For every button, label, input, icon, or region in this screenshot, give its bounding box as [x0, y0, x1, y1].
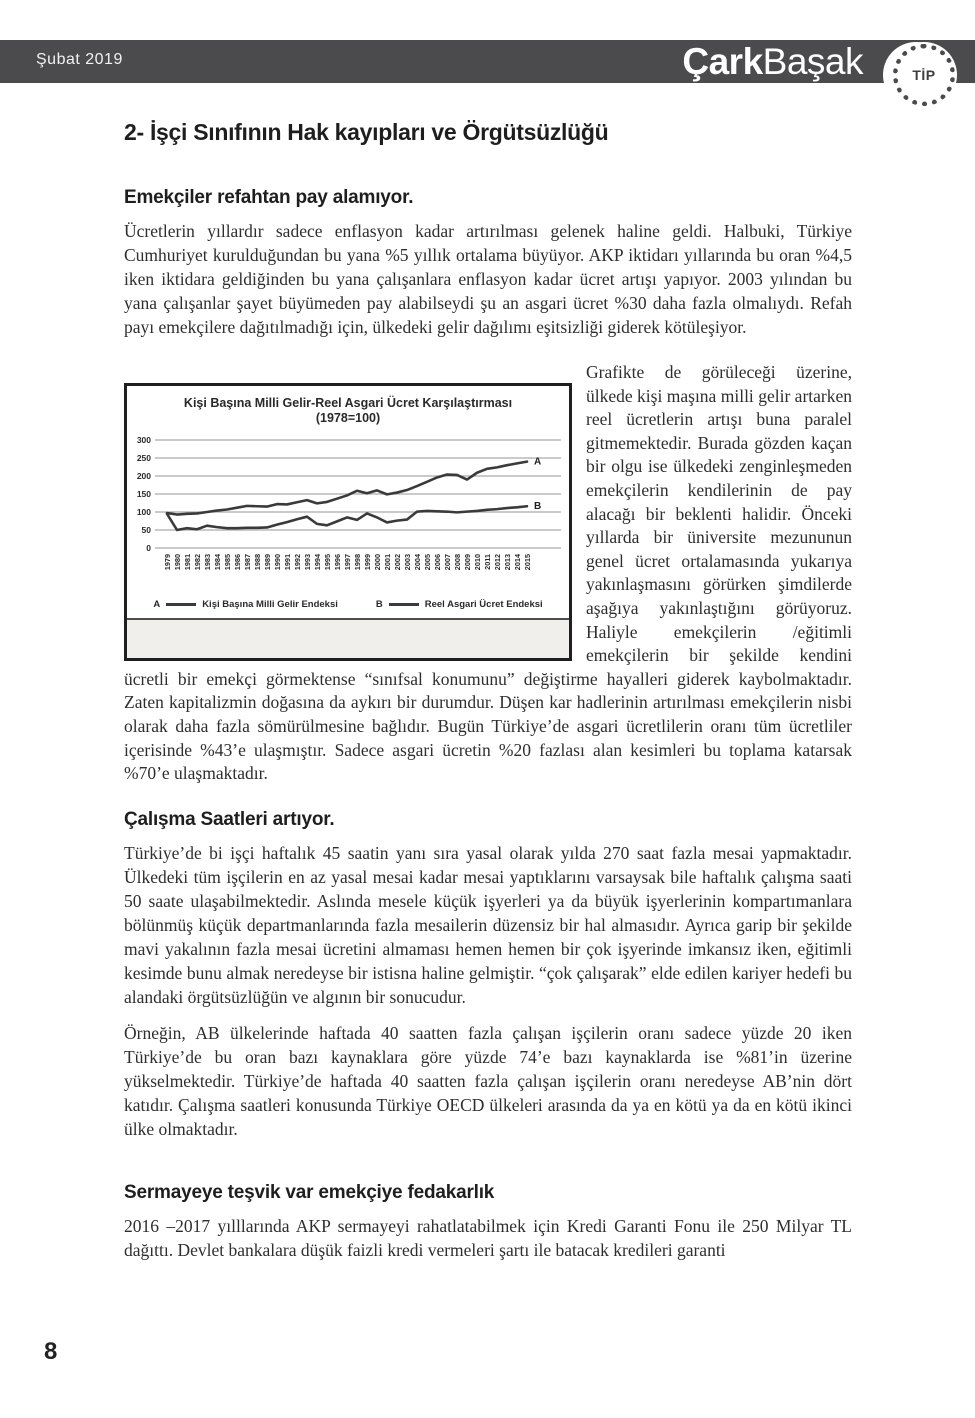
svg-text:150: 150: [136, 489, 151, 499]
svg-text:1999: 1999: [363, 554, 372, 571]
heading-emekciler: Emekçiler refahtan pay alamıyor.: [124, 187, 414, 208]
masthead-bold: Çark: [682, 41, 763, 82]
svg-text:0: 0: [146, 543, 151, 553]
svg-text:1994: 1994: [313, 554, 322, 571]
masthead-light: Başak: [762, 41, 863, 82]
svg-text:2003: 2003: [403, 554, 412, 571]
svg-text:B: B: [534, 501, 542, 513]
svg-text:2001: 2001: [383, 554, 392, 571]
svg-text:1998: 1998: [353, 554, 362, 571]
svg-text:1991: 1991: [283, 554, 292, 571]
svg-text:1997: 1997: [343, 554, 352, 571]
heading-sermaye: Sermayeye teşvik var emekçiye fedakarlık: [124, 1181, 495, 1203]
svg-text:1996: 1996: [333, 554, 342, 571]
figure-footer-strip: [127, 618, 569, 658]
header-bar: [0, 40, 975, 83]
svg-text:1990: 1990: [273, 554, 282, 571]
svg-text:2002: 2002: [393, 554, 402, 571]
paragraph-mesai-1: Türkiye’de bi işçi haftalık 45 saatin yanı sıra yasal olarak yılda 270 saat fazla mesai yapmaktadır. Ülkedeki tüm işçilerin en az yasal mesai kadar mesai yaptıklarını varsaysak bile haftalık çalışma saati 50 saate ulaşabilmektedir. Aslında mesele küçük işyerleri ya da büyük işyerlerinin kompartımanlara bölünmüş küçük departmanlarında fazla mesailerin düzensiz bir hal almasıdır. Ayrıca garip bir şekilde mavi yakalının fazla mesai ücretini almaması hemen hemen bir çok işyerinde imkansız iken, eğitimli kesimde bunu almak neredeyse bir istisna haline gelmiştir. “çok çalışarak” elde edilen kariyer hedefi bu alandaki örgütsüzlüğün ve algının bir sonucudur.: [124, 842, 852, 1007]
svg-text:A: A: [534, 456, 542, 468]
svg-text:1981: 1981: [183, 554, 192, 571]
legend-series-b-letter: B: [375, 599, 383, 610]
svg-text:1992: 1992: [293, 554, 302, 571]
legend-series-b-swatch: [389, 603, 419, 606]
paragraph-mesai-2: Örneğin, AB ülkelerinde haftada 40 saatten fazla çalışan işçilerin oranı sadece yüzde 20 iken Türkiye’de bu oran bazı kaynaklara göre yüzde 74’e bazı kaynaklarda ise %81’in üzerine yükselmektedir. Türkiye’de haftada 40 saatten fazla çalışan işçilerin oranı neredeyse AB’nin dört katıdır. Çalışma saatleri konusunda Türkiye OECD ülkeleri arasında da ya en kötü ya da en kötü ikinci ülke olmaktadır.: [124, 1022, 852, 1139]
legend-series-a-letter: A: [153, 599, 161, 610]
legend-series-a-swatch: [166, 603, 196, 606]
svg-text:50: 50: [141, 525, 151, 535]
heading-calisma-saatleri: Çalışma Saatleri artıyor.: [124, 808, 335, 830]
chart-figure: [124, 383, 572, 661]
masthead-logo: [682, 41, 863, 82]
svg-text:1988: 1988: [253, 554, 262, 571]
paragraph-ucretler: Ücretlerin yıllardır sadece enflasyon kadar artırılması gelenek haline geldi. Halbuki, Türkiye Cumhuriyet kurulduğundan bu yana %5 yıllık ortalama büyüyor. AKP iktidarı yıllarında bu oran %4,5 iken iktidara geldiğinden bu yana çalışanlara enflasyon kadar ücret artışı yapıyor. 2003 yılından bu yana çalışanlar şayet büyümeden pay alabilseydi şu an asgari ücret %30 daha fazla olmalıydı. Refah payı emekçilere dağıtılmadığı için, ülkedeki gelir dağılımı eşitsizliği giderek kötüleşiyor.: [124, 221, 852, 337]
svg-text:2012: 2012: [493, 554, 502, 571]
svg-text:2014: 2014: [513, 554, 522, 571]
svg-text:2008: 2008: [453, 554, 462, 571]
svg-text:200: 200: [136, 471, 151, 481]
article-body: [124, 118, 852, 1274]
svg-text:1986: 1986: [233, 554, 242, 571]
svg-text:1983: 1983: [203, 554, 212, 571]
legend-series-a-name: Kişi Başına Milli Gelir Endeksi: [202, 599, 338, 610]
svg-text:2004: 2004: [413, 554, 422, 571]
svg-text:2006: 2006: [433, 554, 442, 571]
svg-text:1995: 1995: [323, 554, 332, 571]
paragraph-sermaye: 2016 –2017 yılllarında AKP sermayeyi rahatlatabilmek için Kredi Garanti Fonu ile 250 Milyar TL dağıttı. Devlet bankalara düşük faizli kredi vermeleri şartı ile batacak kredileri garanti: [124, 1215, 852, 1260]
tip-party-emblem-icon: [891, 42, 957, 108]
issue-date: Şubat 2019: [36, 51, 123, 68]
svg-text:1982: 1982: [193, 554, 202, 571]
chart-text-section: [124, 361, 852, 786]
legend-series-b-name: Reel Asgari Ücret Endeksi: [424, 599, 543, 610]
chart-subtitle: (1978=100): [315, 411, 381, 425]
svg-text:1985: 1985: [223, 554, 232, 571]
svg-text:1984: 1984: [213, 554, 222, 571]
chart-title: Kişi Başına Milli Gelir-Reel Asgari Ücret Karşılaştırması: [183, 396, 513, 410]
svg-text:2005: 2005: [423, 554, 432, 571]
svg-text:1979: 1979: [163, 554, 172, 571]
svg-text:2015: 2015: [523, 554, 532, 571]
svg-text:2009: 2009: [463, 554, 472, 571]
svg-text:100: 100: [136, 507, 151, 517]
svg-text:1987: 1987: [243, 554, 252, 571]
line-chart: [127, 428, 567, 594]
svg-text:300: 300: [136, 435, 151, 445]
svg-text:2011: 2011: [483, 554, 492, 570]
svg-text:2010: 2010: [473, 554, 482, 571]
svg-text:250: 250: [136, 453, 151, 463]
paragraph-grafik: Grafikte de görüleceği üzerine, ülkede kişi maşına milli gelir artarken reel ücretlerin artışı buna paralel gitmemektedir. Burada gözden kaçan bir olgu ise ülkedeki zenginleşmeden emekçilerin kendilerinin de pay alacağı bir beklenti halidir. Önceki yıllarda bir üniversite mezununun genel ücret ortalamasında yukarıya yakınlaşmasını görürken şimdilerde aşağıya yakınlaştığını görüyoruz. Haliyle emekçilerin /eğitimli emekçilerin bir şekilde kendini ücretli bir emekçi görmektense “sınıfsal konumunu” değiştirme hayalleri giderek kaybolmaktadır. Zaten kapitalizmin doğasına da aykırı bir durumdur. Düşen kar hadlerinin artırılması emekçilerin nisbi olarak daha fazla sömürülmesine bağlıdır. Bugün Türkiye’de asgari ücretlilerin oranı tüm ücretliler içerisinde %43’e ulaşmıştır. Sadece asgari ücretin %20 fazlası alan kesimleri bu toplama katarsak %70’e ulaşmaktadır.: [124, 362, 852, 784]
svg-text:2007: 2007: [443, 554, 452, 571]
chart-legend: [127, 599, 569, 610]
emblem-wreath-ring: [893, 44, 955, 106]
svg-text:2013: 2013: [503, 554, 512, 571]
page-number: 8: [44, 1338, 58, 1365]
svg-text:2000: 2000: [373, 554, 382, 571]
emblem-text: TİP: [912, 67, 936, 83]
svg-text:1989: 1989: [263, 554, 272, 571]
svg-text:1980: 1980: [173, 554, 182, 571]
svg-text:1993: 1993: [303, 554, 312, 571]
article-title: 2- İşçi Sınıfının Hak kayıpları ve Örgütsüzlüğü: [124, 119, 609, 145]
